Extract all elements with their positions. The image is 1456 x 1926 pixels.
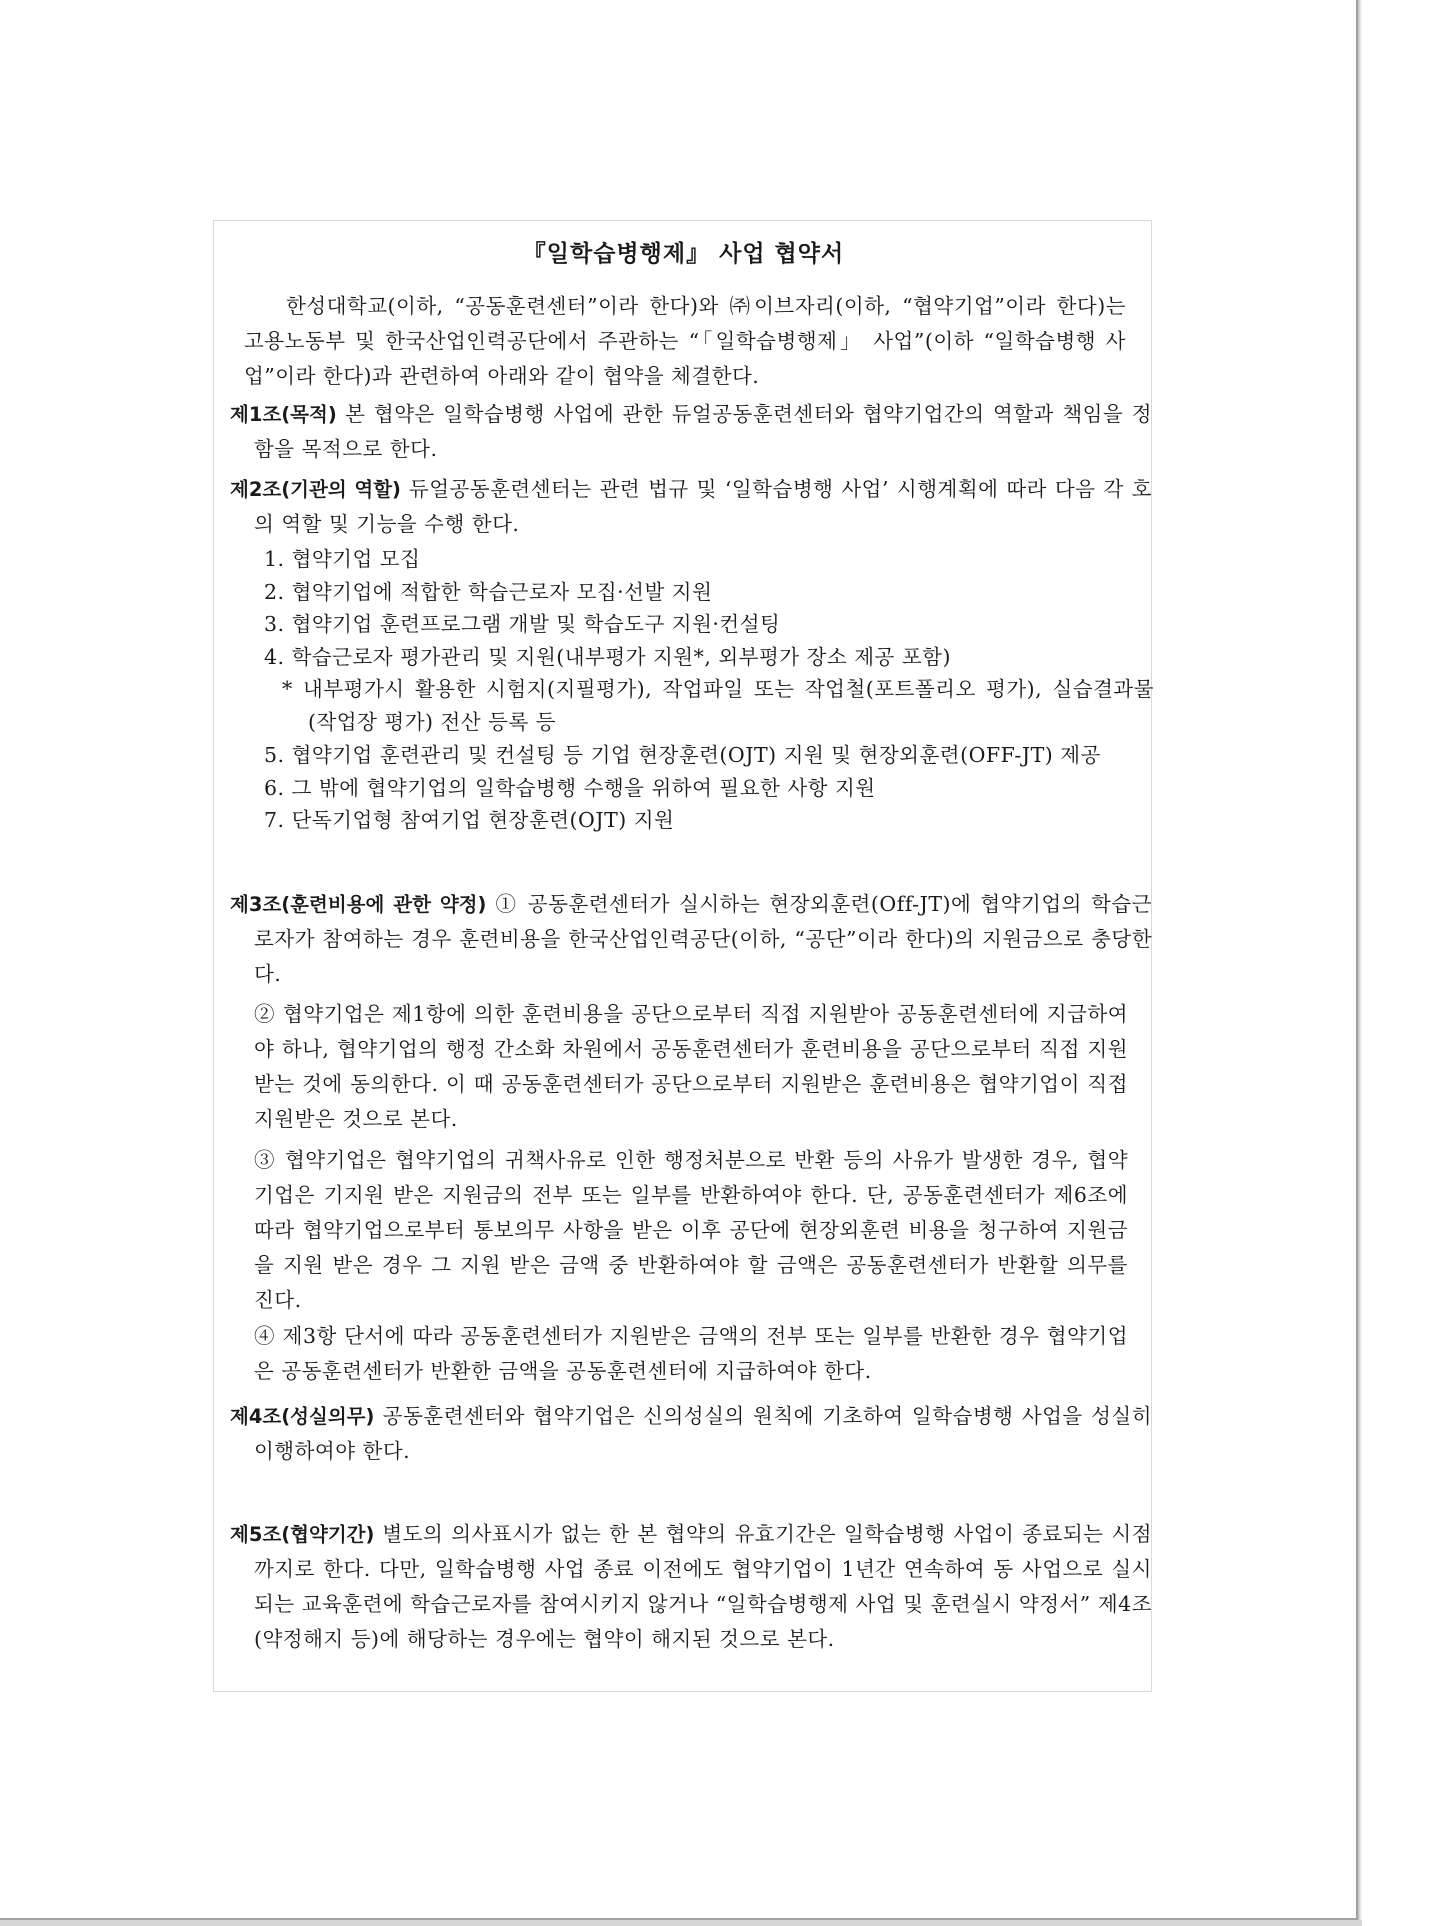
article-1 xyxy=(230,397,1152,467)
article-3-paragraph-1: ① 공동훈련센터가 실시하는 현장외훈련(Off-JT)에 협약기업의 학습근로자가 참여하는 경우 훈련비용을 한국산업인력공단(이하, “공단”이라 한다)의 지원금으로 충당한다. xyxy=(254,892,1152,986)
article-2 xyxy=(230,472,1152,542)
article-1-heading: 제1조(목적) xyxy=(230,403,337,426)
document-title: 『일학습병행제』 사업 협약서 xyxy=(522,241,845,267)
article-3-paragraph-4: ④ 제3항 단서에 따라 공동훈련센터가 지원받은 금액의 전부 또는 일부를 반환한 경우 협약기업은 공동훈련센터가 반환한 금액을 공동훈련센터에 지급하여야 한다. xyxy=(254,1324,1128,1383)
article-2-text: 듀얼공동훈련센터는 관련 법규 및 ‘일학습병행 사업’ 시행계획에 따라 다음 각 호의 역할 및 기능을 수행 한다. xyxy=(254,477,1152,536)
article-5-text: 별도의 의사표시가 없는 한 본 협약의 유효기간은 일학습병행 사업이 종료되는 시점까지로 한다. 다만, 일학습병행 사업 종료 이전에도 협약기업이 1년간 연속하여 동 사업으로 실시되는 교육훈련에 학습근로자를 참여시키지 않거나 “일학습병행제 사업 및 훈련실시 약정서” 제4조(약정해지 등)에 해당하는 경우에는 협약이 해지된 것으로 본다. xyxy=(254,1522,1152,1651)
list-item: 2. 협약기업에 적합한 학습근로자 모집·선발 지원 xyxy=(264,579,713,604)
article-3-heading: 제3조(훈련비용에 관한 약정) xyxy=(230,893,487,916)
article-3-paragraph-2: ② 협약기업은 제1항에 의한 훈련비용을 공단으로부터 직접 지원받아 공동훈련센터에 지급하여야 하나, 협약기업의 행정 간소화 차원에서 공동훈련센터가 훈련비용을 공단으로부터 직접 지원받는 것에 동의한다. 이 때 공동훈련센터가 공단으로부터 지원받은 훈련비용은 협약기업이 직접 지원받은 것으로 본다. xyxy=(254,1002,1128,1131)
list-item: 7. 단독기업형 참여기업 현장훈련(OJT) 지원 xyxy=(264,808,675,832)
article-3-paragraph-3: ③ 협약기업은 협약기업의 귀책사유로 인한 행정처분으로 반환 등의 사유가 발생한 경우, 협약기업은 기지원 받은 지원금의 전부 또는 일부를 반환하여야 한다. 단, 공동훈련센터가 제6조에 따라 협약기업으로부터 통보의무 사항을 받은 이후 공단에 현장외훈련 비용을 청구하여 지원금을 지원 받은 경우 그 지원 받은 금액 중 반환하여야 할 금액은 공동훈련센터가 반환할 의무를 진다. xyxy=(254,1148,1128,1312)
list-item: 6. 그 밖에 협약기업의 일학습병행 수행을 위하여 필요한 사항 지원 xyxy=(264,775,876,800)
article-2-heading: 제2조(기관의 역할) xyxy=(230,478,401,501)
article-2-note: * 내부평가시 활용한 시험지(지필평가), 작업파일 또는 작업철(포트폴리오 평가), 실습결과물(작업장 평가) 전산 등록 등 xyxy=(282,677,1154,734)
page-shadow xyxy=(1358,0,1362,1926)
article-2-list-continued xyxy=(264,739,1128,837)
article-4-heading: 제4조(성실의무) xyxy=(230,1405,375,1428)
article-4-text: 공동훈련센터와 협약기업은 신의성실의 원칙에 기초하여 일학습병행 사업을 성실히 이행하여야 한다. xyxy=(254,1404,1152,1463)
article-4 xyxy=(230,1399,1152,1469)
scanned-document xyxy=(213,220,1152,1692)
list-item: 1. 협약기업 모집 xyxy=(264,547,421,571)
list-item: 3. 협약기업 훈련프로그램 개발 및 학습도구 지원·컨설팅 xyxy=(264,612,781,636)
article-5 xyxy=(230,1517,1152,1657)
page-bottom-edge xyxy=(0,1920,1362,1926)
article-1-text: 본 협약은 일학습병행 사업에 관한 듀얼공동훈련센터와 협약기업간의 역할과 책임을 정함을 목적으로 한다. xyxy=(254,402,1152,461)
article-3 xyxy=(230,887,1152,992)
intro-paragraph: 한성대학교(이하, “공동훈련센터”이라 한다)와 ㈜이브자리(이하, “협약기업”이라 한다)는 고용노동부 및 한국산업인력공단에서 주관하는 “「일학습병행제」 사업”(이하 “일학습병행 사업”이라 한다)과 관련하여 아래와 같이 협약을 체결한다. xyxy=(244,294,1126,388)
list-item: 5. 협약기업 훈련관리 및 컨설팅 등 기업 현장훈련(OJT) 지원 및 현장외훈련(OFF-JT) 제공 xyxy=(264,743,1101,767)
article-5-heading: 제5조(협약기간) xyxy=(230,1523,375,1546)
article-2-list xyxy=(264,543,1128,673)
list-item: 4. 학습근로자 평가관리 및 지원(내부평가 지원*, 외부평가 장소 제공 포함) xyxy=(264,644,951,669)
